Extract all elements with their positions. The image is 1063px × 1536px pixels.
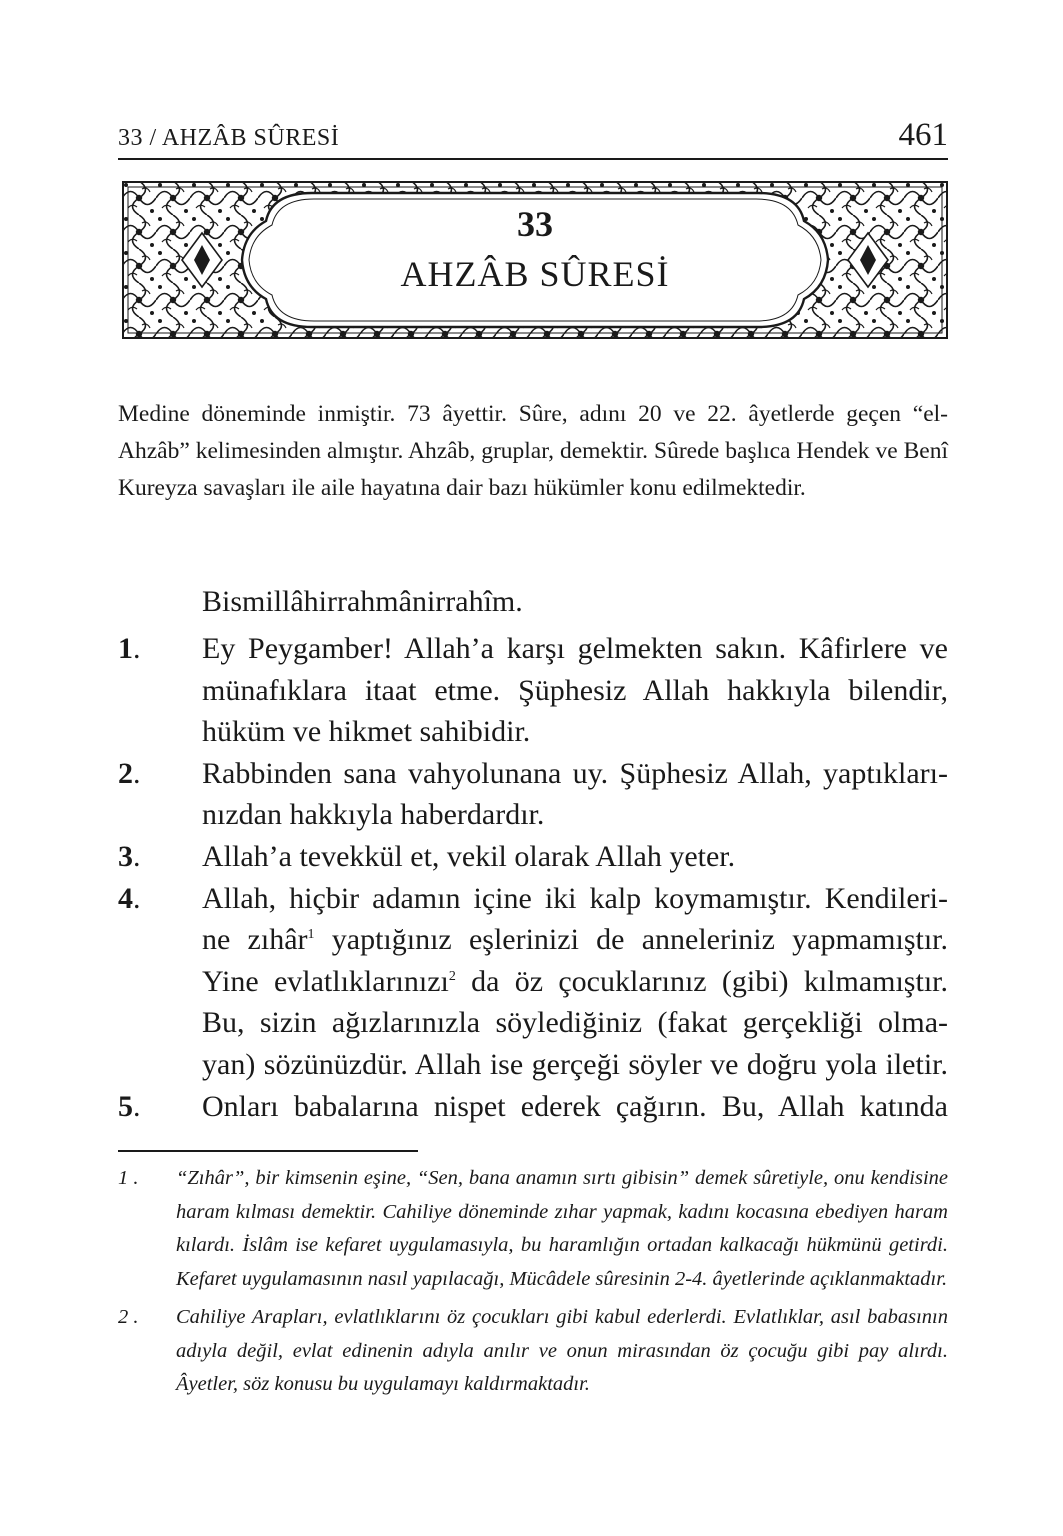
footnote [118,1301,948,1402]
footnote-ref: 2 [448,968,456,984]
verse [118,753,948,836]
verse-line: hüküm ve hikmet sahibidir. [202,715,531,749]
verse-line: ne zıhâr$^1$ yaptığınız eşlerinizi de anneleriniz yapmamıştır. [202,923,948,957]
verse-line: Onları babalarına nispet ederek çağırın. Bu, Allah katında [202,1089,948,1123]
surah-number: 33 [517,204,553,244]
verse-line: nızdan hakkıyla haberdardır. [202,798,545,832]
running-title: 33 / AHZÂB SÛRESİ [118,125,340,151]
verse-text [202,878,948,1086]
verse [118,878,948,1086]
verse [118,836,948,878]
basmala: Bismillâhirrahmânirrahîm. [202,585,523,618]
verse-line: yan) sözünüzdür. Allah ise gerçeği söyler ve doğru yola iletir. [202,1047,948,1081]
footnotes [118,1162,948,1407]
verse-number: 1. [118,632,141,665]
verse-number: 4. [118,881,141,915]
footnote-separator [118,1150,418,1152]
verse-text [202,628,948,753]
verse-line: Rabbinden sana vahyolunana uy. Şüphesiz Allah, yaptıkları- [202,756,948,790]
verse-line: Bu, sizin ağızlarınızla söylediğiniz (fakat gerçekliği olma- [202,1006,948,1040]
page-number: 461 [898,117,948,153]
verse-number: 3. [118,839,141,873]
surah-banner [122,181,948,339]
verse-number: 2. [118,756,141,790]
verse-text [202,836,948,878]
verse-number: 5. [118,1089,141,1123]
verse [118,1086,948,1128]
verse-line: Allah, hiçbir adamın içine iki kalp koymamıştır. Kendileri- [202,881,948,915]
surah-name: AHZÂB SÛRESİ [400,254,670,294]
verse-list [118,628,948,1127]
footnote-text: Cahiliye Arapları, evlatlıklarını öz çocukları gibi kabul ederlerdi. Evlatlıklar, asıl babasının adıyla değil, evlat edinenin adıyla anılır ve onun mirasından öz çocuğu gibi pay alırdı. Âyetler, söz konusu bu uygulamayı kaldırmaktadır. [176,1306,948,1395]
footnote-ref: 1 [307,927,315,943]
footnote-number: 1 . [118,1167,139,1189]
footnote-number: 2 . [118,1306,139,1328]
verse [118,628,948,753]
verse-line: Yine evlatlıklarınızı$^2$ da öz çocuklarınız (gibi) kılmamıştır. [202,964,948,998]
verse-text [202,1086,948,1128]
footnote [118,1162,948,1296]
verse-line: Allah’a tevekkül et, vekil olarak Allah yeter. [202,839,736,873]
verse-line: Ey Peygamber! Allah’a karşı gelmekten sakın. Kâfirlere ve [202,632,948,665]
running-header [118,112,948,160]
surah-intro: Medine döneminde inmiştir. 73 âyettir. Sûre, adını 20 ve 22. âyetlerde geçen “el-Ahzâb” kelimesinden almıştır. Ahzâb, gruplar, demektir. Sûrede başlıca Hendek ve Benî Kureyza savaşları ile aile hayatına dair bazı hükümler konu edilmektedir. [118,401,948,501]
footnote-text: “Zıhâr”, bir kimsenin eşine, “Sen, bana anamın sırtı gibisin” demek sûretiyle, onu kendisine haram kılması demektir. Cahiliye döneminde zıhar yapmak, kadını kocasına ebediyen haram kılardı. İslâm ise kefaret uygulamasıyla, bu haramlığın ortadan kalkacağı hükmünü getirdi. Kefaret uygulamasının nasıl yapılacağı, Mücâdele sûresinin 2-4. âyetlerinde açıklanmaktadır. [176,1167,948,1290]
verse-text [202,753,948,836]
verse-line: münafıklara itaat etme. Şüphesiz Allah hakkıyla bilendir, [202,673,948,707]
